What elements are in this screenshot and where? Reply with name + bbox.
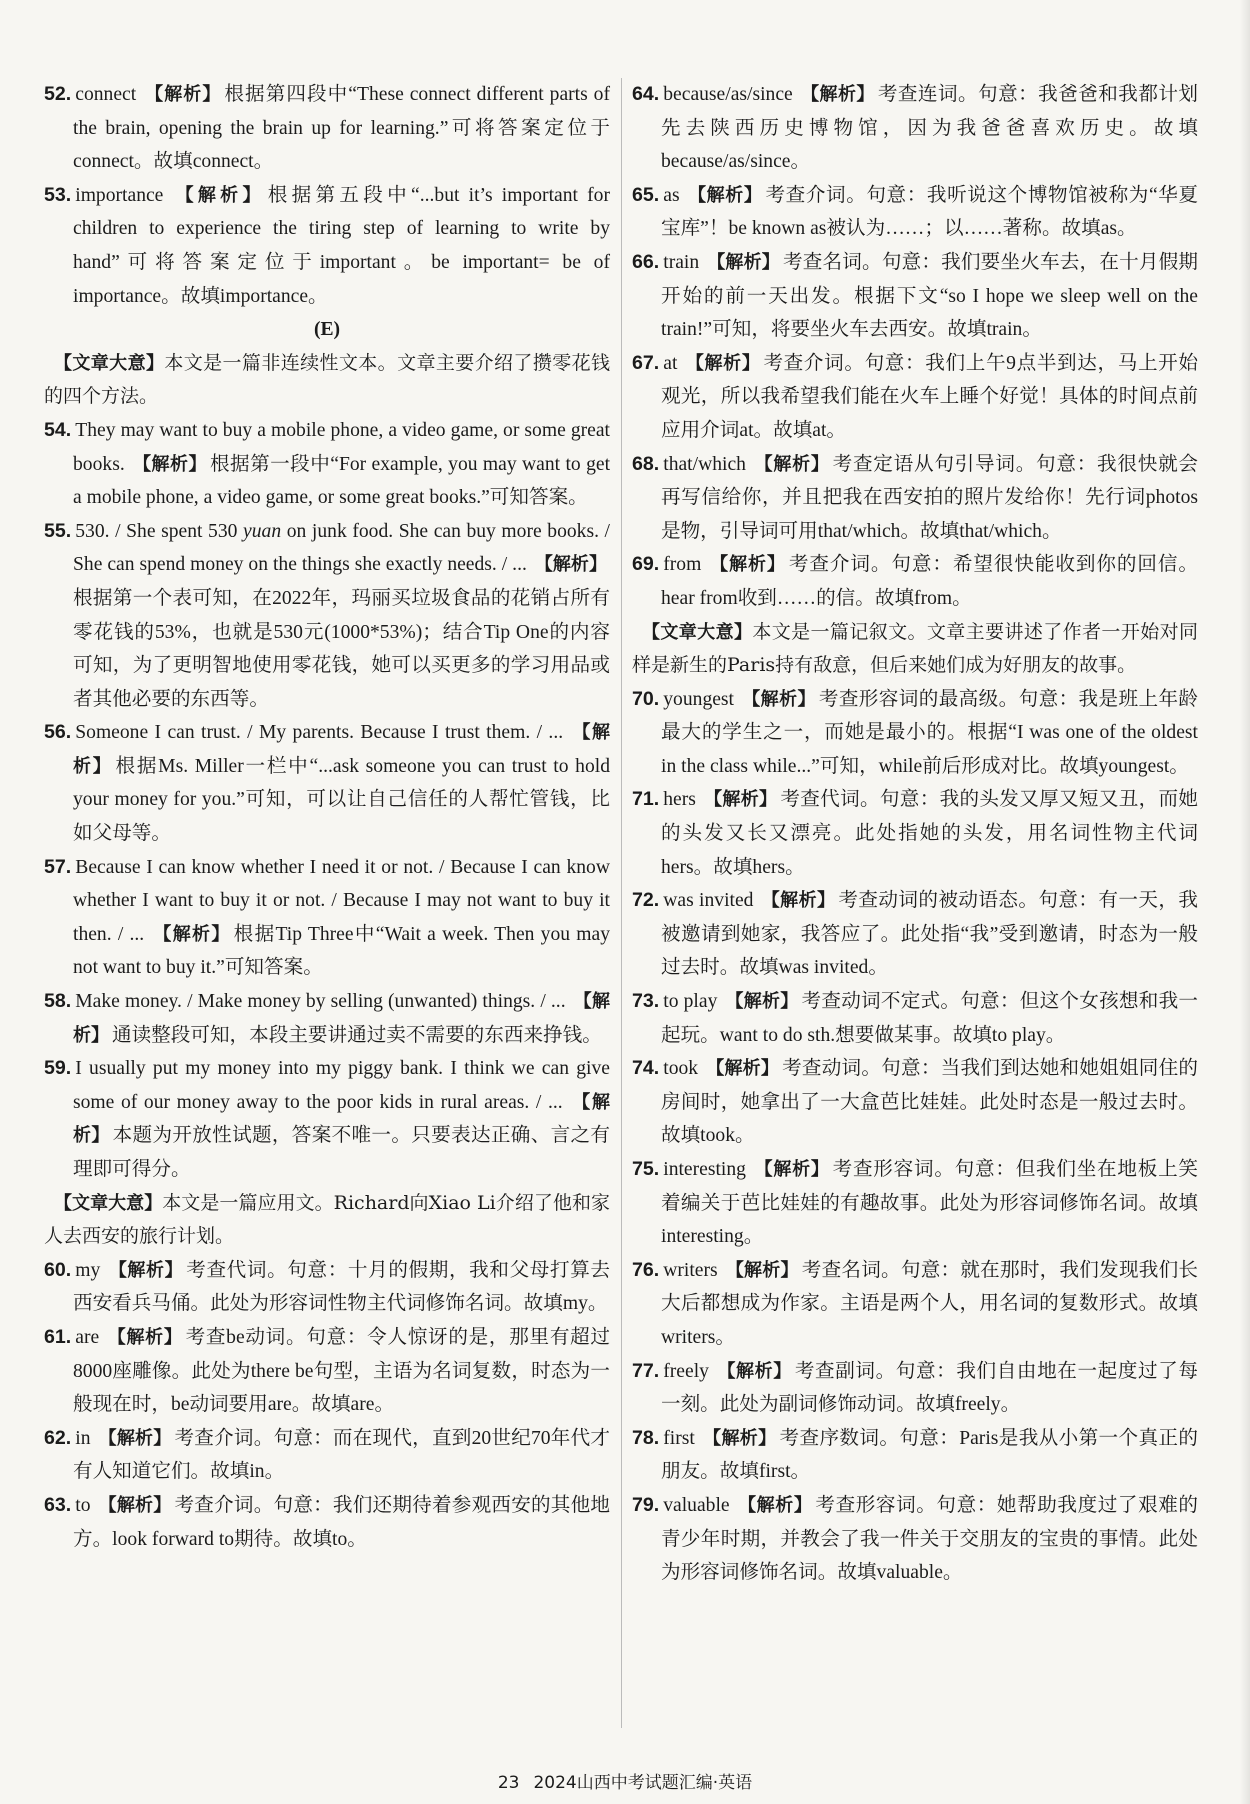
- answer-78: 78. first 【解析】 考查序数词。句意：Paris是我从小第一个真正的朋友。故填first。: [632, 1426, 1198, 1483]
- answer-59: 59. I usually put my money into my piggy bank. I think we can give some of our money away to the poor kids in rural areas. / ... 【解析】 本题为开放性试题，答案不唯一。只要表达正确、言之有理即可得分。: [44, 1057, 611, 1180]
- answer-58: 58. Make money. / Make money by selling (unwanted) things. / ... 【解析】 通读整段可知，本段主要讲通过卖不需要的东西来挣钱。: [44, 990, 610, 1046]
- answer-71: 71. hers 【解析】 考查代词。句意：我的头发又厚又短又丑，而她的头发又长又漂亮。此处指她的头发，用名词性物主代词hers。故填hers。: [632, 788, 1199, 878]
- page-edge-shadow: [1240, 0, 1250, 1804]
- answer-66: 66. train 【解析】 考查名词。句意：我们要坐火车去，在十月假期开始的前一天出发。根据下文“so I hope we sleep well on the train!”可知，将要坐火车去西安。故填train。: [632, 250, 1198, 341]
- answer-74: 74. took 【解析】 考查动词。句意：当我们到达她和她姐姐同住的房间时，她拿出了一大盒芭比娃娃。此处时态是一般过去时。故填took。: [632, 1057, 1199, 1147]
- section-heading-e: (E): [313, 319, 341, 341]
- answer-67: 67. at 【解析】 考查介词。句意：我们上午9点半到达，马上开始观光，所以我希望我们能在火车上睡个好觉！具体的时间点前应用介词at。故填at。: [632, 351, 1198, 441]
- summary-e: 【文章大意】本文是一篇非连续性文本。文章主要介绍了攒零花钱的四个方法。: [44, 351, 610, 408]
- answer-77: 77. freely 【解析】 考查副词。句意：我们自由地在一起度过了每一刻。此处为副词修饰动词。故填freely。: [632, 1359, 1199, 1416]
- answer-70: 70. youngest 【解析】 考查形容词的最高级。句意：我是班上年龄最大的学生之一，而她是最小的。根据“I was one of the oldest in the class while...”可知，while前后形成对比。故填youngest。: [632, 687, 1199, 777]
- page-number: 23: [497, 1773, 520, 1793]
- answer-69: 69. from 【解析】 考查介词。句意：希望很快能收到你的回信。hear from收到……的信。故填from。: [632, 553, 1199, 609]
- answer-64: 64. because/as/since 【解析】 考查连词。句意：我爸爸和我都计划先去陕西历史博物馆，因为我爸爸喜欢历史。故填because/as/since。: [632, 83, 1199, 173]
- page-footer: [0, 1768, 1250, 1793]
- book-title: 2024山西中考试题汇编·英语: [533, 1773, 753, 1793]
- answer-76: 76. writers 【解析】 考查名词。句意：就在那时，我们发现我们长大后都想成为作家。主语是两个人，用名词的复数形式。故填writers。: [632, 1258, 1199, 1348]
- column-divider: [621, 78, 622, 1728]
- answer-56: 56. Someone I can trust. / My parents. Because I trust them. / ... 【解析】 根据Ms. Miller一栏中“...ask someone you can trust to hold your money for you.”可知，可以让自己信任的人帮忙管钱，比如父母等。: [44, 721, 611, 845]
- answer-75: 75. interesting 【解析】 考查形容词。句意：但我们坐在地板上笑着编关于芭比娃娃的有趣故事。此处为形容词修饰名词。故填interesting。: [632, 1158, 1199, 1248]
- answer-72: 72. was invited 【解析】 考查动词的被动语态。句意：有一天，我被邀请到她家，我答应了。此处指“我”受到邀请，时态为一般过去时。故填was invited。: [632, 889, 1199, 979]
- answer-65: 65. as 【解析】 考查介词。句意：我听说这个博物馆被称为“华夏宝库”！be known as被认为……；以……著称。故填as。: [632, 183, 1199, 240]
- answer-60: 60. my 【解析】 考查代词。句意：十月的假期，我和父母打算去西安看兵马俑。此处为形容词性物主代词修饰名词。故填my。: [44, 1258, 610, 1315]
- right-column: [632, 78, 1198, 1590]
- answer-55: 55. 530. / She spent 530 yuan on junk food. She can buy more books. / She can spend money on the things she exactly needs. / ... 【解析】根据第一个表可知，在2022年，玛丽买垃圾食品的花销占所有零花钱的53%，也就是530元(1000*53%)；结合Tip One的内容可知，为了更明智地使用零花钱，她可以买更多的学习用品或者其他必要的东西等。: [44, 519, 611, 710]
- answer-54: 54. They may want to buy a mobile phone, a video game, or some great books. 【解析】 根据第一段中“For example, you may want to get a mobile phone, a video game, or some great books.”可知答案。: [44, 418, 611, 509]
- answer-73: 73. to play 【解析】 考查动词不定式。句意：但这个女孩想和我一起玩。want to do sth.想要做某事。故填to play。: [632, 990, 1199, 1046]
- answer-57: 57. Because I can know whether I need it or not. / Because I can know whether I want to buy it or not. / Because I may not want to buy it then. / ... 【解析】 根据Tip Three中“Wait a week. Then you may not want to buy it.”可知答案。: [44, 855, 610, 979]
- answer-68: 68. that/which 【解析】 考查定语从句引导词。句意：我很快就会再写信给你，并且把我在西安拍的照片发给你！先行词photos是物，引导词可用that/which。故填that/which。: [632, 452, 1199, 542]
- summary-f: 【文章大意】本文是一篇应用文。Richard向Xiao Li介绍了他和家人去西安的旅行计划。: [44, 1191, 610, 1248]
- answer-63: 63. to 【解析】 考查介词。句意：我们还期待着参观西安的其他地方。look forward to期待。故填to。: [44, 1493, 611, 1550]
- left-column: [44, 78, 610, 1556]
- summary-g: 【文章大意】本文是一篇记叙文。文章主要讲述了作者一开始对同样是新生的Paris持有敌意，但后来她们成为好朋友的故事。: [632, 620, 1198, 677]
- answer-52: 52. connect 【解析】 根据第四段中“These connect different parts of the brain, opening the brain up for learning.”可将答案定位于connect。故填connect。: [44, 83, 611, 173]
- answer-53: 53. importance 【解析】 根据第五段中“...but it’s important for children to experience the tiring step of learning to write by hand”可将答案定位于important。be important= be of importance。故填importance。: [44, 183, 610, 307]
- answer-79: 79. valuable 【解析】 考查形容词。句意：她帮助我度过了艰难的青少年时期，并教会了我一件关于交朋友的宝贵的事情。此处为形容词修饰名词。故填valuable。: [632, 1493, 1199, 1584]
- answer-62: 62. in 【解析】 考查介词。句意：而在现代，直到20世纪70年代才有人知道它们。故填in。: [44, 1426, 611, 1483]
- answer-61: 61. are 【解析】 考查be动词。句意：令人惊讶的是，那里有超过8000座雕像。此处为there be句型，主语为名词复数，时态为一般现在时，be动词要用are。故填are。: [44, 1325, 610, 1416]
